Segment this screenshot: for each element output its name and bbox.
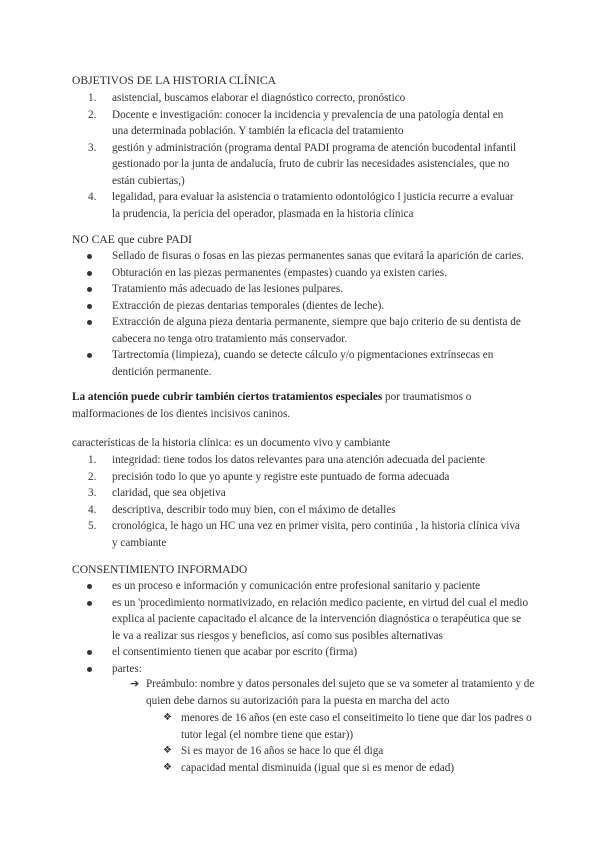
list-item: es un 'procedimiento normativizado, en relación medico paciente, en virtud del cual el medio explica al paciente capacitado el alcance de la intervención diagnóstica o terapéutica que se le va a realizar sus riesgos y beneficios, así como sus posibles alternativas [0, 595, 530, 645]
list-item: 4. legalidad, para evaluar la asistencia o tratamiento odontológico l justicia recurre a evaluar la prudencia, la pericia del operador, plasmada en la historia clínica [88, 191, 514, 220]
list-item: ❖ Si es mayor de 16 años se hace lo que él diga [0, 743, 537, 760]
preambulo-sublist [0, 710, 600, 776]
preambulo-item [0, 676, 600, 709]
list-item: 2. Docente e investigación: conocer la incidencia y prevalencia de una patología dental en una determinada población. Y también la eficacia del tratamiento [88, 108, 504, 137]
list-item: Tratamiento más adecuado de las lesiones pulpares. [0, 281, 530, 298]
arrow-right-icon: ➔ [130, 677, 140, 690]
padi-note: La atención puede cubrir también ciertos tratamientos especiales por traumatismos o malformaciones de los dientes incisivos caninos. [72, 391, 472, 420]
bullet-icon [87, 667, 92, 672]
list-item: 2. precisión todo lo que yo apunte y registre este puntuado de forma adecuada [88, 470, 450, 483]
preambulo-text: Preámbulo: nombre y datos personales del sujeto que se va someter al tratamiento y de quien debe darnos su autorización para la puesta en marcha del acto [146, 678, 535, 707]
bullet-icon [87, 271, 92, 276]
list-item: ❖ capacidad mental disminuida (igual que si es menor de edad) [0, 760, 537, 777]
diamond-bullet-icon: ❖ [163, 761, 172, 773]
list-item: Extracción de piezas dentarias temporales (dientes de leche). [0, 298, 530, 315]
list-item: 5. cronológica, le hago un HC una vez en primer visita, pero continúa , la historia clínica viva y cambiante [88, 520, 520, 549]
consentimiento-list [0, 578, 600, 677]
objetivos-list [0, 90, 600, 222]
consentimiento-heading: CONSENTIMIENTO INFORMADO [72, 563, 248, 576]
bullet-icon [87, 584, 92, 589]
list-item: Obturación en las piezas permanentes (empastes) cuando ya existen caries. [0, 265, 530, 282]
bullet-icon [87, 254, 92, 259]
list-item: 1. asistencial, buscamos elaborar el diagnóstico correcto, pronóstico [88, 92, 406, 104]
list-item: Extracción de alguna pieza dentaria permanente, siempre que bajo criterio de su dentista de cabecera no tenga otro tratamiento más conservador. [0, 314, 530, 347]
list-item: 3. claridad, que sea objetiva [88, 487, 226, 499]
list-item: Tartrectomía (limpieza), cuando se detecte cálculo y/o pigmentaciones extrínsecas en dentición permanente. [0, 347, 530, 380]
caracteristicas-intro: características de la historia clínica: es un documento vivo y cambiante [72, 437, 391, 449]
bullet-icon [87, 601, 92, 606]
diamond-bullet-icon: ❖ [163, 712, 172, 723]
bullet-icon [87, 650, 92, 655]
objetivos-heading: OBJETIVOS DE LA HISTORIA CLÍNICA [72, 74, 276, 87]
list-item: ❖ menores de 16 años (en este caso el conseitimeito lo tiene que dar los padres o tutor legal (el nombre tiene que estar)) [163, 712, 532, 741]
list-item: Sellado de fisuras o fosas en las piezas permanentes sanas que evitará la aparición de caries. [0, 248, 530, 265]
list-item: partes: [0, 661, 530, 678]
caracteristicas-list [0, 452, 600, 551]
list-item: 3. gestión y administración (programa dental PADI programa de atención bucodental infantil gestionado por la junta de andalucía, fruto de cubrir las necesidades asistenciales, que no están cubiertas,) [88, 141, 517, 187]
list-item: 1. integridad: tiene todos los datos relevantes para una atención adecuada del paciente [88, 454, 486, 466]
bullet-icon [87, 287, 92, 292]
padi-heading: NO CAE que cubre PADI [72, 233, 193, 246]
bullet-icon [87, 304, 92, 309]
padi-list [0, 248, 600, 380]
bullet-icon [87, 320, 92, 325]
list-item: es un proceso e información y comunicación entre profesional sanitario y paciente [0, 578, 530, 595]
diamond-bullet-icon: ❖ [163, 745, 172, 756]
list-item: 4. descriptiva, describir todo muy bien, con el máximo de detalles [88, 503, 396, 516]
list-item: el consentimiento tienen que acabar por escrito (firma) [0, 644, 530, 661]
bullet-icon [87, 353, 92, 358]
